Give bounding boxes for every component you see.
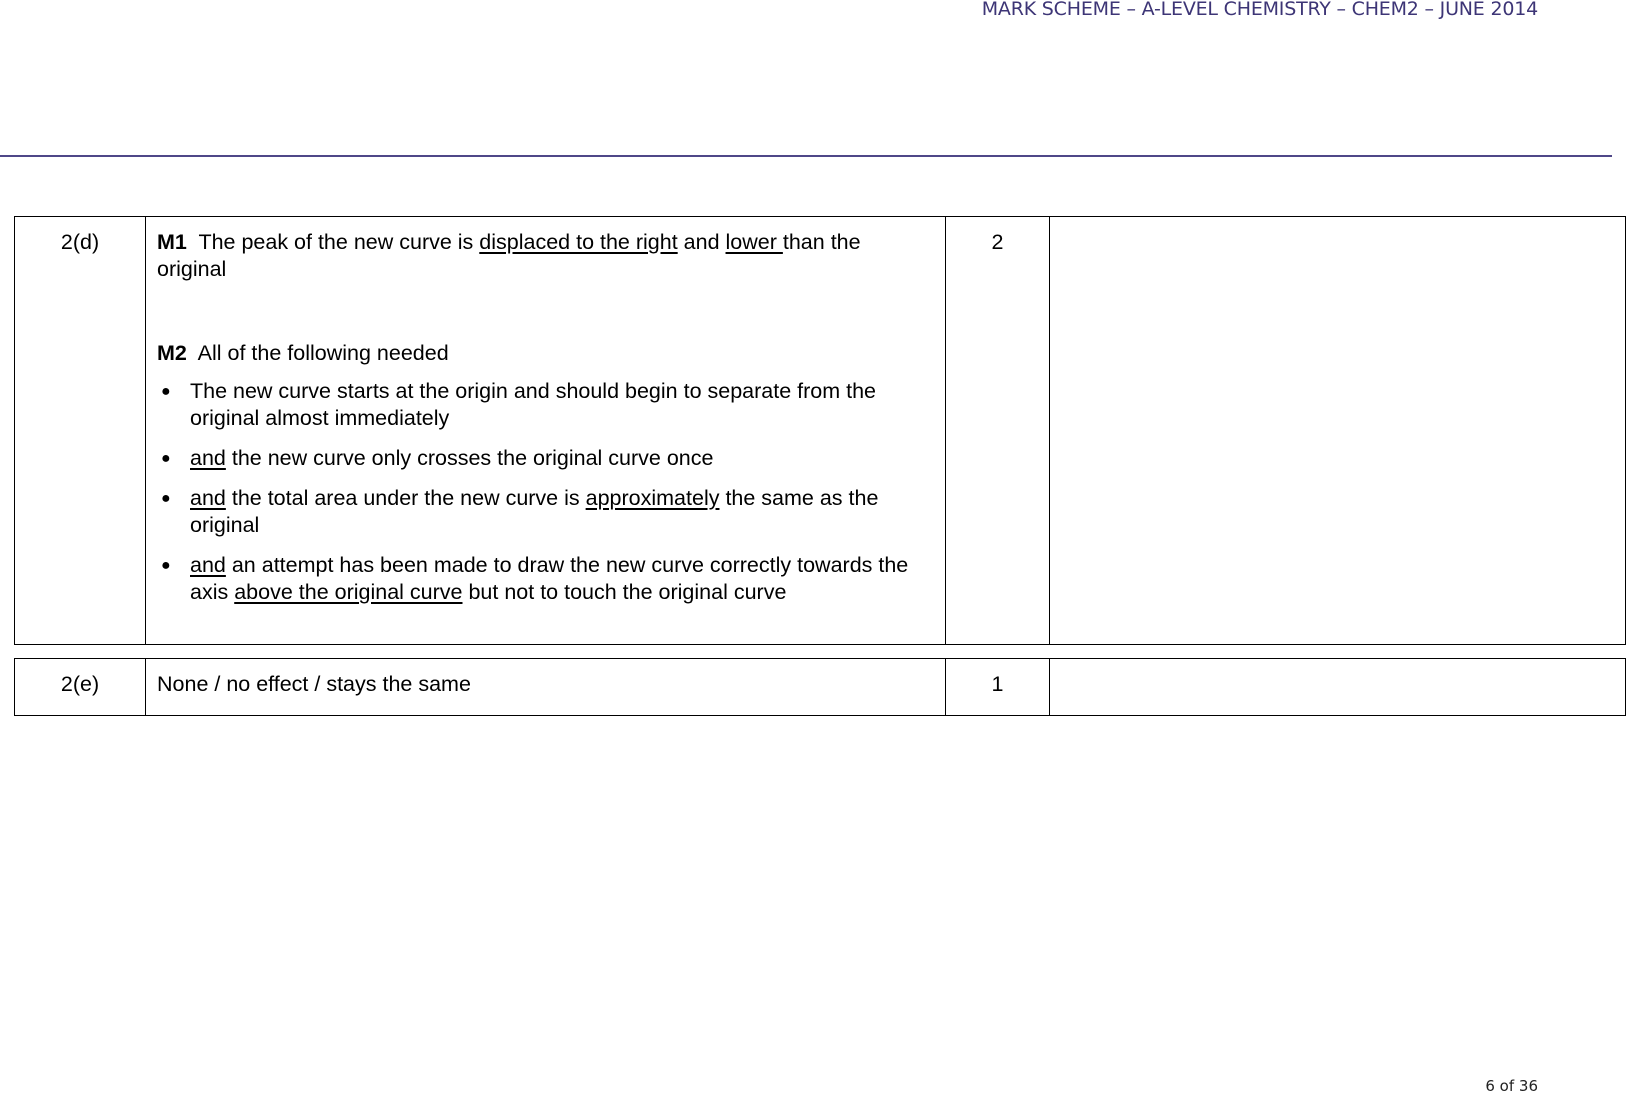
criterion-underline: and	[190, 486, 226, 510]
answer-cell	[146, 217, 946, 645]
list-item	[157, 485, 921, 539]
criterion-text: an attempt has been made to draw the new curve correctly towards the axis	[190, 553, 909, 604]
question-number: 2(e)	[15, 659, 146, 716]
bullet-icon: ●	[161, 557, 171, 574]
criterion-underline: and	[190, 446, 226, 470]
list-item	[157, 445, 921, 472]
marks-cell: 2	[946, 217, 1050, 645]
criterion-text: The new curve starts at the origin and should begin to separate from the original almost immediately	[190, 379, 877, 430]
page-number: 6 of 36	[1485, 1077, 1538, 1095]
table-row	[15, 659, 1626, 716]
bullet-icon: ●	[161, 450, 171, 467]
m2-label: M2	[157, 341, 187, 365]
criterion-underline: above the original curve	[234, 580, 463, 604]
answer-cell: None / no effect / stays the same	[146, 659, 946, 716]
question-number: 2(d)	[15, 217, 146, 645]
m1-underline-2: lower	[725, 230, 783, 254]
mark-scheme-table-2e	[14, 658, 1626, 716]
m1-text-3: than the original	[157, 230, 861, 281]
m2-criteria-list	[157, 378, 935, 606]
criterion-text: the total area under the new curve is	[225, 486, 586, 510]
criterion-text: but not to touch the original curve	[462, 580, 787, 604]
m1-underline-1: displaced to the right	[479, 230, 678, 254]
mark-scheme-table-2d	[14, 216, 1626, 645]
m2-intro: All of the following needed	[197, 341, 449, 365]
m1-text-1: The peak of the new curve is	[198, 230, 480, 254]
criterion-underline: and	[190, 553, 226, 577]
m2-paragraph	[157, 340, 935, 367]
list-item	[157, 378, 921, 432]
comments-cell	[1050, 659, 1626, 716]
criterion-text: the new curve only crosses the original curve once	[225, 446, 714, 470]
m1-text-2: and	[677, 230, 726, 254]
criterion-underline: approximately	[585, 486, 720, 510]
list-item	[157, 552, 921, 606]
comments-cell	[1050, 217, 1626, 645]
marks-cell: 1	[946, 659, 1050, 716]
bullet-icon: ●	[161, 383, 171, 400]
m1-label: M1	[157, 230, 187, 254]
bullet-icon: ●	[161, 490, 171, 507]
header-divider	[0, 155, 1612, 157]
criterion-text: the same as the original	[190, 486, 879, 537]
page-header-title: MARK SCHEME – A-LEVEL CHEMISTRY – CHEM2 – JUNE 2014	[981, 0, 1538, 20]
table-row	[15, 217, 1626, 645]
m1-paragraph	[157, 229, 935, 283]
